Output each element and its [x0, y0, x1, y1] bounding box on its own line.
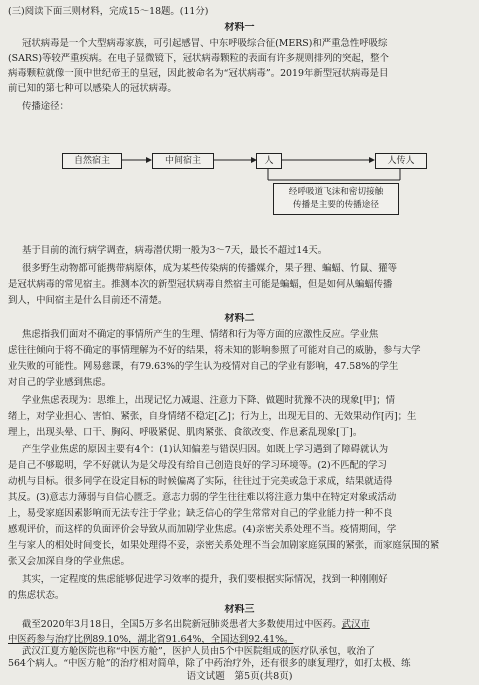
m2-line: 焦虑指我们面对不确定的事情所产生的生理、情绪和行为等方面的应激性反应。学业焦: [22, 329, 379, 340]
m3-line: 564个病人。“中医方舱”的治疗相对简单，除了中药治疗外，还有很多的康复理疗，如打太极、练: [8, 658, 411, 669]
m2-line: 生与家人的相处时间变长，如果处理得不妥，亲密关系处理不当会加剧家庭氛围的紧张，而家庭氛围的紧: [8, 540, 440, 551]
m2-line: 感观评价，而这样的负面评价会导致从而加剧学业焦虑。(4)亲密关系处理不当。疫情期间，学: [8, 524, 397, 535]
m2-line: 上，易受家庭因素影响而无法专注于学业；缺乏信心的学生常常对自己的学业能力持一种不良: [8, 508, 393, 519]
note-line: 经呼吸道飞沫和密切接触: [288, 187, 384, 197]
m1-paragraph-line: 很多野生动物都可能携带病原体，成为某些传染病的传播媒介，果子狸、蝙蝠、竹鼠、獾等: [22, 263, 398, 274]
m3-text: 截至2020年3月18日，全国5万多名出院新冠肺炎患者大多数使用过中医药。: [22, 619, 342, 630]
m2-line: 张又会加深自身的学业焦虑。: [8, 556, 130, 567]
note-line: 传播是主要的传播途径: [293, 200, 379, 210]
m2-line: 虑往往倾向于将不确定的事情理解为不好的结果，将未知的影响参照了可能对自己的威胁，参与大学: [8, 345, 421, 356]
m2-line: 学业焦虑表现为：思维上，出现记忆力减退、注意力下降、做题时犹豫不决的现象[甲]；情: [22, 395, 395, 406]
m3-underlined-text: 中医药参与治疗比例89.10%，湖北省91.64%，全国达到92.41%。: [8, 634, 294, 645]
material-3-title: 材料三: [224, 604, 255, 615]
m3-line: [8, 634, 471, 646]
m2-line: 对自己的学业感到焦虑。: [8, 377, 112, 388]
page-footer: 语文试题 第5页(共8页): [186, 671, 293, 682]
node-natural-host: 自然宿主: [62, 153, 122, 169]
m2-line: 的焦虑状态。: [8, 590, 65, 601]
m2-line: 是自己不够聪明，学不好就认为是父母没有给自己创造良好的学习环境等。(2)不匹配的学习: [8, 460, 387, 471]
section-intro: (三)阅读下面三则材料，完成15～18题。(11分): [8, 6, 209, 17]
m1-paragraph-line: 前已知的第七种可以感染人的冠状病毒。: [8, 83, 177, 94]
m1-paragraph-line: 病毒颗粒就像一顶中世纪帝王的皇冠，因此被命名为“冠状病毒”。2019年新型冠状病毒是目: [8, 68, 389, 79]
m1-paragraph-line: 到人，中间宿主是什么目前还不清楚。: [8, 295, 168, 306]
m2-line: 动机与目标。很多同学在设定目标的时候偏离了实际，往往过于完美或急于求成，结果就适得: [8, 476, 393, 487]
m3-line: 武汉江夏方舱医院也称“中医方舱”，医护人员由5个中医院组成的医疗队承包，收治了: [22, 646, 376, 657]
m2-line: 其反。(3)意志力薄弱与自信心匮乏。意志力弱的学生往往难以将注意力集中在特定对象或活动: [8, 492, 397, 503]
node-intermediate-host: 中间宿主: [152, 153, 214, 169]
transmission-note: [273, 183, 399, 215]
m2-line: 其实，一定程度的焦虑能够促进学习效率的提升，我们要根据实际情况，找到一种刚刚好: [22, 574, 388, 585]
node-human-to-human: 人传人: [375, 153, 427, 169]
m1-paragraph-line: 冠状病毒是一个大型病毒家族，可引起感冒、中东呼吸综合征(MERS)和严重急性呼吸综: [22, 38, 388, 49]
m2-line: 产生学业焦虑的原因主要有4个：(1)认知偏差与错误归因。如既上学习遇到了障碍就认为: [22, 444, 389, 455]
m2-line: 业失败的可能性。网易慈课，有79.63%的学生认为疫情对自己的学业有影响，47.58%的学生: [8, 361, 399, 372]
m1-paragraph-line: 基于目前的流行病学调查，病毒潜伏期一般为3～7天，最长不超过14天。: [22, 245, 328, 256]
material-2-title: 材料二: [224, 313, 255, 324]
m3-line: [22, 619, 471, 631]
m2-line: 理上，出现头晕、口干、胸闷、呼吸紧促、肌肉紧张、食欲改变、作息紊乱现象[丁]。: [8, 427, 363, 438]
material-1-title: 材料一: [224, 22, 255, 33]
m1-paragraph-line: (SARS)等较严重疾病。在电子显微镜下，冠状病毒颗粒的表面有许多规则排列的突起，整个: [8, 53, 389, 64]
transmission-arrows: [0, 0, 479, 250]
m3-underlined-text: 武汉市: [341, 619, 370, 630]
m1-paragraph-line: 是冠状病毒的常见宿主。推测本次的新型冠状病毒自然宿主可能是蝙蝠，但是如何从蝙蝠传播: [8, 279, 393, 290]
node-human: 人: [256, 153, 282, 169]
m2-line: 绪上，对学业担心、害怕、紧张，自身情绪不稳定[乙]；行为上，出现无目的、无效果动作[丙]；生: [8, 411, 417, 422]
route-label: 传播途径：: [22, 101, 69, 112]
